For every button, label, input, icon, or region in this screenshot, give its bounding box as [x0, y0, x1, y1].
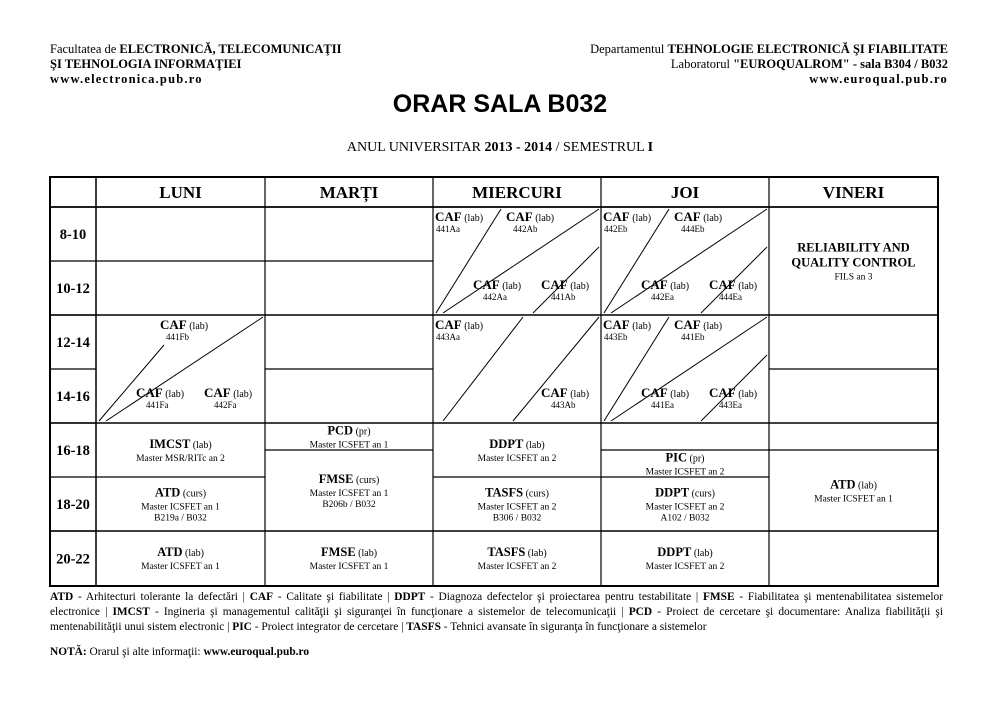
course-name: TASFS (curs): [485, 485, 549, 500]
course-name: RELIABILITY AND: [797, 240, 910, 255]
lab-name: CAF (lab): [473, 277, 522, 292]
course-name: DDPT (lab): [489, 437, 545, 451]
course-group: Master ICSFET an 1: [814, 494, 893, 505]
course-group: Master ICSFET an 2: [477, 454, 557, 464]
course-group: B306 / B032: [492, 513, 542, 524]
lab-group: 441Aa: [436, 224, 460, 234]
page-title: ORAR SALA B032: [392, 90, 608, 118]
lab-group: 442Ea: [651, 292, 674, 302]
department-line2: Laboratorul "EUROQUALROM" - sala B304 / B032: [670, 57, 948, 71]
course-name: DDPT (lab): [657, 545, 713, 559]
course-group: B219a / B032: [154, 513, 207, 524]
lab-name: CAF (lab): [603, 209, 652, 224]
lab-name: CAF (lab): [506, 209, 555, 224]
course-group: Master ICSFET an 2: [645, 467, 725, 478]
lab-name: CAF (lab): [435, 317, 484, 332]
lab-group: 442Fa: [214, 400, 237, 410]
legend-text: - Tehnici avansate în siguranţa în funcţionare a sistemelor: [440, 621, 707, 633]
lab-name: CAF (lab): [204, 385, 253, 400]
lab-group: 441Ea: [651, 400, 674, 410]
course-name: FMSE (curs): [318, 472, 380, 486]
course-name: IMCST (lab): [149, 437, 212, 451]
faculty-url[interactable]: www.electronica.pub.ro: [50, 72, 203, 86]
legend-text: - Proiect integrator de cercetare |: [251, 621, 407, 633]
time-slot: 20-22: [56, 551, 90, 568]
faculty-line2: ŞI TEHNOLOGIA INFORMAŢIEI: [50, 57, 242, 71]
course-group: Master ICSFET an 1: [141, 562, 220, 572]
lab-group: 443Ea: [719, 400, 742, 410]
legend-text: - Diagnoza defectelor şi proiectarea pentru testabilitate |: [425, 591, 703, 603]
lab-group: 442Aa: [483, 292, 507, 302]
course-name: ATD (lab): [830, 477, 877, 492]
course-name: FMSE (lab): [320, 545, 378, 559]
course-name: ATD (curs): [154, 485, 207, 500]
legend-text: - Ingineria şi managementul calităţii şi siguranţei în funcţionare a sistemelor de telecomunicaţii |: [149, 606, 629, 618]
legend-abbr: DDPT: [394, 591, 426, 603]
academic-year: ANUL UNIVERSITAR 2013 - 2014 / SEMESTRUL I: [346, 140, 654, 155]
lab-name: CAF (lab): [641, 385, 690, 400]
legend-abbr: ATD: [50, 591, 74, 603]
lab-group: 442Ab: [513, 224, 538, 234]
lab-group: 442Eb: [604, 224, 628, 234]
course-name: PCD (pr): [327, 423, 371, 438]
lab-name: CAF (lab): [709, 277, 758, 292]
course-group: B206b / B032: [322, 500, 376, 510]
legend-abbr: FMSE: [702, 591, 735, 603]
legend-abbr: CAF: [249, 591, 274, 603]
course-group: A102 / B032: [660, 513, 710, 524]
faculty-line1: Facultatea de ELECTRONICĂ, TELECOMUNICAŢII: [50, 42, 342, 56]
legend-text: - Arhitecturi tolerante la defectări |: [73, 591, 250, 603]
lab-group: 443Aa: [436, 332, 460, 342]
day-header: LUNI: [159, 183, 202, 202]
course-group: Master ICSFET an 2: [645, 562, 725, 572]
lab-name: CAF (lab): [674, 317, 723, 332]
legend-abbr: PCD: [628, 606, 653, 618]
lab-name: CAF (lab): [603, 317, 652, 332]
course-name: ATD (lab): [157, 545, 204, 559]
lab-name: CAF (lab): [674, 209, 723, 224]
legend-abbr: IMCST: [112, 606, 150, 618]
table-border: [50, 177, 938, 586]
lab-group: 443Eb: [604, 332, 628, 342]
lab-name: CAF (lab): [136, 385, 185, 400]
course-group: Master ICSFET an 1: [309, 489, 389, 499]
day-header: MIERCURI: [472, 183, 562, 202]
legend: [50, 590, 943, 635]
lab-group: 444Eb: [681, 224, 705, 234]
lab-group: 444Ea: [719, 292, 742, 302]
day-header: MARȚI: [319, 183, 379, 202]
department-line1: Departamentul TEHNOLOGIE ELECTRONICĂ ŞI FIABILITATE: [590, 42, 948, 56]
course-group: Master ICSFET an 1: [309, 440, 389, 451]
course-group: Master ICSFET an 1: [141, 502, 220, 513]
course-group: FILS an 3: [834, 272, 873, 283]
lab-name: CAF (lab): [641, 277, 690, 292]
time-slot: 16-18: [56, 443, 90, 459]
lab-group: 441Fa: [146, 400, 169, 410]
lab-name: CAF (lab): [435, 209, 484, 224]
lab-name: CAF (lab): [541, 385, 590, 400]
course-name: QUALITY CONTROL: [791, 255, 916, 270]
note: NOTĂ: Orarul şi alte informaţii: www.euroqual.pub.ro: [50, 646, 310, 658]
day-header: VINERI: [822, 183, 885, 202]
course-group: Master MSR/RITc an 2: [136, 454, 225, 464]
course-name: PIC (pr): [665, 450, 705, 465]
lab-group: 443Ab: [551, 400, 576, 410]
day-header: JOI: [670, 183, 700, 202]
course-name: DDPT (curs): [655, 485, 715, 500]
time-slot: 10-12: [56, 281, 90, 297]
course-name: TASFS (lab): [487, 545, 547, 559]
legend-text: - Proiect de cercetare şi documentare: Analiza fiabilităţii şi mentenabilităţii unui sistem electronic |: [50, 606, 943, 633]
time-slot: 12-14: [56, 335, 90, 351]
lab-group: 441Eb: [681, 332, 705, 342]
time-slot: 8-10: [59, 227, 87, 243]
course-group: Master ICSFET an 2: [477, 562, 557, 572]
legend-abbr: PIC: [232, 621, 252, 633]
department-url[interactable]: www.euroqual.pub.ro: [809, 72, 948, 86]
course-group: Master ICSFET an 2: [645, 502, 725, 513]
lab-name: CAF (lab): [709, 385, 758, 400]
legend-text: - Fiabilitatea şi mentenabilitatea sistemelor electronice |: [50, 591, 943, 618]
legend-abbr: TASFS: [406, 621, 441, 633]
time-slot: 14-16: [56, 389, 90, 405]
lab-name: CAF (lab): [541, 277, 590, 292]
legend-text: - Calitate şi fiabilitate |: [273, 591, 395, 603]
course-group: Master ICSFET an 1: [309, 562, 389, 572]
lab-group: 441Fb: [166, 332, 190, 342]
note-url[interactable]: www.euroqual.pub.ro: [203, 646, 310, 658]
lab-group: 441Ab: [551, 292, 576, 302]
time-slot: 18-20: [56, 497, 90, 513]
course-group: Master ICSFET an 2: [477, 502, 557, 513]
lab-name: CAF (lab): [160, 317, 209, 332]
